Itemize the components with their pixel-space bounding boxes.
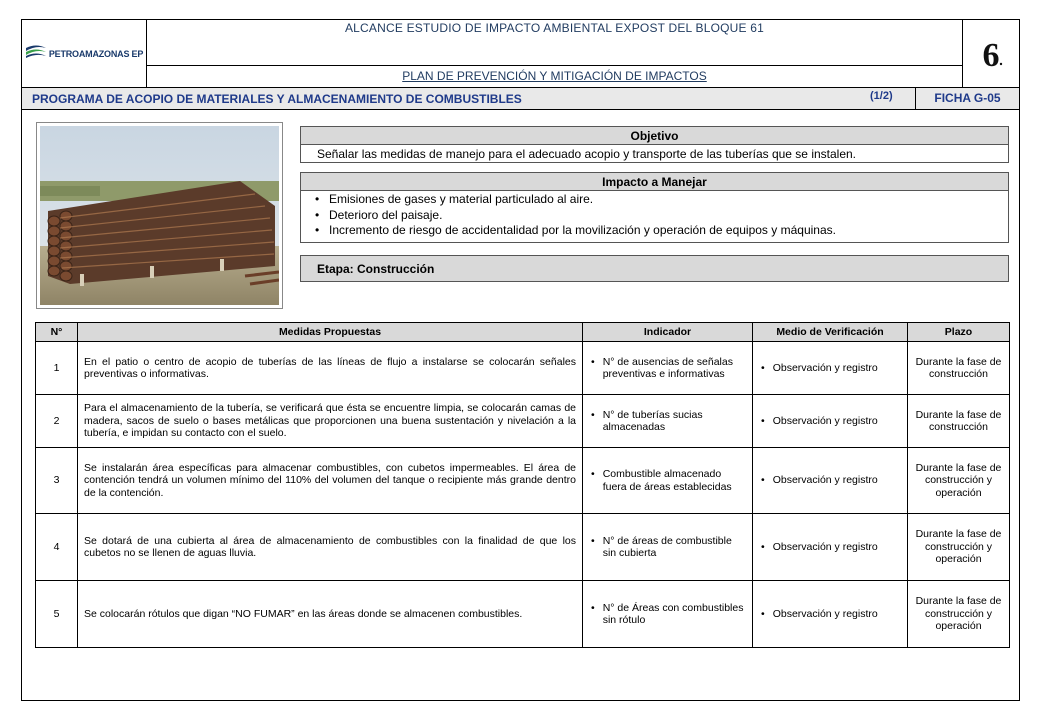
table-header-row: [36, 323, 1010, 342]
document-subtitle: PLAN DE PREVENCIÓN Y MITIGACIÓN DE IMPACTOS: [402, 69, 707, 83]
col-header-num: N°: [36, 323, 78, 342]
medida-cell: Se colocarán rótulos que digan “NO FUMAR” en las áreas donde se almacenen combustibles.: [78, 581, 583, 648]
objetivo-box: [300, 126, 1009, 163]
block-number-graphic: [974, 37, 1008, 71]
col-header-plazo: Plazo: [908, 323, 1010, 342]
impacto-item: • Incremento de riesgo de accidentalidad por la movilización y operación de equipos y máquinas.: [315, 223, 1008, 239]
logo-text: PETROAMAZONAS EP: [48, 48, 144, 59]
objetivo-text: Señalar las medidas de manejo para el adecuado acopio y transporte de las tuberías que se instalen.: [317, 147, 857, 161]
medida-cell: En el patio o centro de acopio de tuberías de las líneas de flujo a instalarse se colocarán señales preventivas o informativas.: [78, 342, 583, 395]
indicador-text: N° de áreas de combustible sin cubierta: [602, 534, 732, 559]
indicador-text: N° de tuberías sucias almacenadas: [602, 408, 703, 433]
medio-text: Observación y registro: [772, 414, 878, 427]
program-title: PROGRAMA DE ACOPIO DE MATERIALES Y ALMACENAMIENTO DE COMBUSTIBLES: [32, 92, 522, 106]
indicador-cell: • N° de ausencias de señalas preventivas e informativas: [583, 342, 753, 395]
document-header: [21, 19, 1020, 88]
program-bar: [21, 88, 1020, 110]
table-row: [36, 342, 1010, 395]
block-number-cell: [962, 20, 1019, 87]
row-number: 1: [36, 342, 78, 395]
petroamazonas-logo-icon: [25, 44, 47, 63]
medio-cell: • Observación y registro: [753, 448, 908, 514]
plazo-cell: Durante la fase de construcción y operación: [908, 448, 1010, 514]
medio-text: Observación y registro: [772, 361, 878, 374]
company-logo: [25, 44, 143, 63]
indicador-text: Combustible almacenado fuera de áreas establecidas: [602, 468, 732, 493]
col-header-medio: Medio de Verificación: [753, 323, 908, 342]
indicador-cell: • N° de Áreas con combustibles sin rótulo: [583, 581, 753, 648]
impacto-item: • Deterioro del paisaje.: [315, 208, 1008, 224]
indicador-cell: • N° de áreas de combustible sin cubierta: [583, 514, 753, 581]
medio-cell: • Observación y registro: [753, 514, 908, 581]
measures-table: [35, 322, 1010, 648]
plazo-cell: Durante la fase de construcción: [908, 395, 1010, 448]
ficha-code: FICHA G-05: [915, 88, 1019, 109]
indicador-text: N° de ausencias de señalas preventivas e informativas: [602, 355, 733, 380]
impacto-list: [301, 191, 1008, 239]
medio-cell: • Observación y registro: [753, 342, 908, 395]
medio-text: Observación y registro: [772, 474, 878, 487]
plazo-cell: Durante la fase de construcción y operación: [908, 514, 1010, 581]
document-title: ALCANCE ESTUDIO DE IMPACTO AMBIENTAL EXPOST DEL BLOQUE 61: [147, 20, 962, 66]
medio-cell: • Observación y registro: [753, 395, 908, 448]
impacto-heading: Impacto a Manejar: [301, 173, 1008, 191]
col-header-indicador: Indicador: [583, 323, 753, 342]
plazo-cell: Durante la fase de construcción y operación: [908, 581, 1010, 648]
indicador-cell: • N° de tuberías sucias almacenadas: [583, 395, 753, 448]
etapa-box: Etapa: Construcción: [300, 255, 1009, 282]
row-number: 2: [36, 395, 78, 448]
table-row: [36, 514, 1010, 581]
table-row: [36, 448, 1010, 514]
table-row: [36, 395, 1010, 448]
indicador-text: N° de Áreas con combustibles sin rótulo: [602, 601, 744, 626]
pipe-stack-photo: [36, 122, 283, 309]
page-indicator: (1/2): [870, 90, 893, 102]
row-number: 3: [36, 448, 78, 514]
impacto-item: • Emisiones de gases y material particulado al aire.: [315, 192, 1008, 208]
medida-cell: Se instalarán área específicas para almacenar combustibles, con cubetos impermeables. El área de contención tendrá un volumen mínimo del 110% del volumen del tanque o recipiente más grande dentro de la contención.: [78, 448, 583, 514]
impacto-box: [300, 172, 1009, 243]
plazo-cell: Durante la fase de construcción: [908, 342, 1010, 395]
medio-cell: • Observación y registro: [753, 581, 908, 648]
medio-text: Observación y registro: [772, 540, 878, 553]
block-number: 6: [982, 36, 1000, 71]
indicador-cell: • Combustible almacenado fuera de áreas establecidas: [583, 448, 753, 514]
medio-text: Observación y registro: [772, 607, 878, 620]
medida-cell: Se dotará de una cubierta al área de almacenamiento de combustibles con la finalidad de que los cubetos no se llenen de aguas lluvia.: [78, 514, 583, 581]
logo-cell: [22, 20, 147, 87]
row-number: 5: [36, 581, 78, 648]
row-number: 4: [36, 514, 78, 581]
medida-cell: Para el almacenamiento de la tubería, se verificará que ésta se encuentre limpia, se colocarán camas de madera, sacos de suelo o bases metálicas que proporcionen una buena sustentación y nivelación a la tubería, e impidan su contacto con el suelo.: [78, 395, 583, 448]
table-row: [36, 581, 1010, 648]
objetivo-heading: Objetivo: [301, 127, 1008, 145]
col-header-medidas: Medidas Propuestas: [78, 323, 583, 342]
